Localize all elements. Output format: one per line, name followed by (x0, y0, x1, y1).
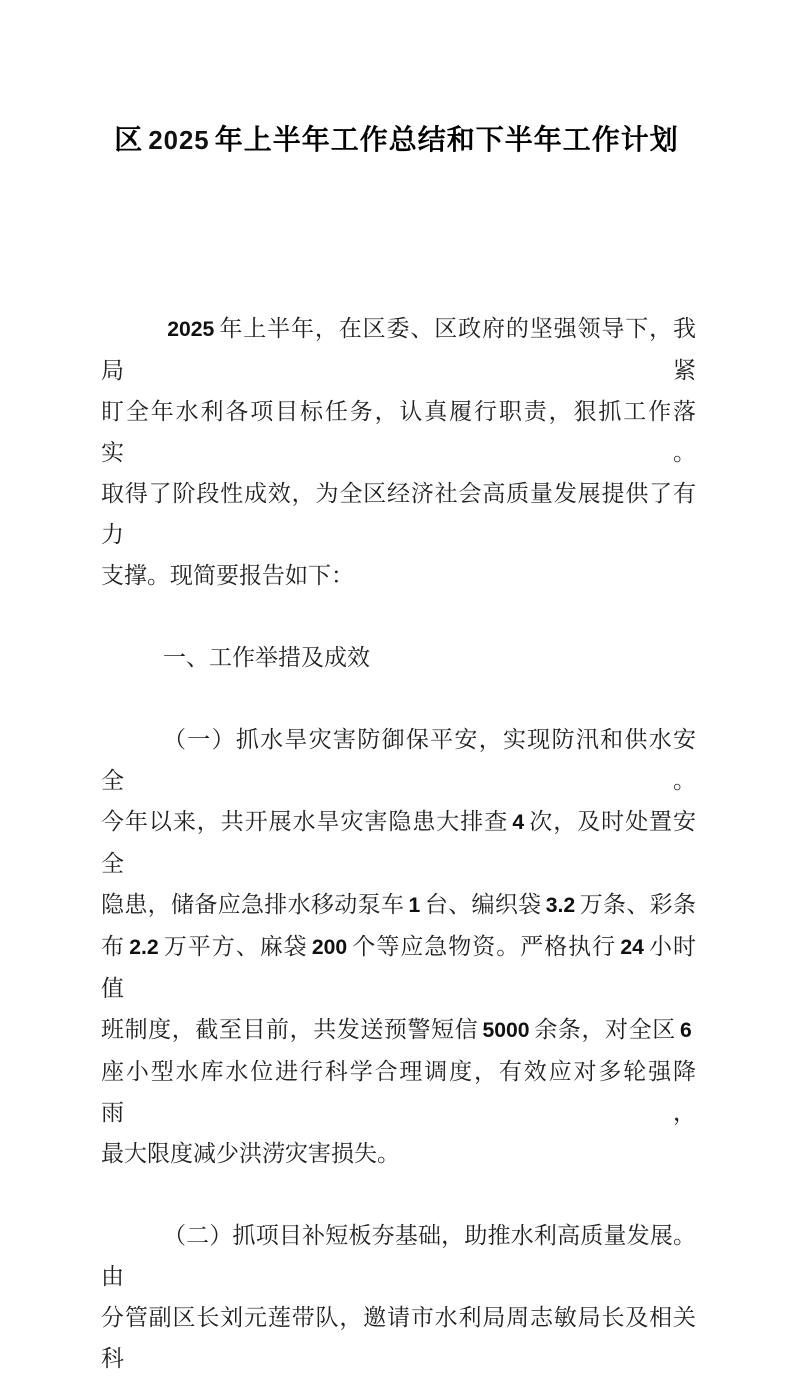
section-heading (101, 637, 696, 678)
text-line: 最大限度减少洪涝灾害损失。 (101, 1141, 400, 1166)
document-body (101, 308, 696, 1379)
text-line: （一）抓水旱灾害防御保平安，实现防汛和供水安全。 (101, 727, 696, 793)
text-line: 今年以来，共开展水旱灾害隐患大排查 4 次，及时处置安全 (101, 809, 697, 876)
text-line: 2025 年上半年，在区委、区政府的坚强领导下，我局紧 (101, 316, 696, 383)
text-line: 布 2.2 万平方、麻袋 200 个等应急物资。严格执行 24 小时值 (101, 934, 697, 1001)
text-line: 班制度，截至目前，共发送预警短信 5000 余条，对全区 6 (101, 1017, 692, 1042)
text-line: 支撑。现简要报告如下： (101, 563, 354, 588)
text-line: 分管副区长刘元莲带队，邀请市水利局周志敏局长及相关科 (101, 1305, 696, 1371)
document-title: 区 2025 年上半年工作总结和下半年工作计划 (114, 125, 679, 156)
intro-paragraph (101, 308, 696, 596)
text-line: （二）抓项目补短板夯基础，助推水利高质量发展。由 (101, 1223, 696, 1289)
section-1-paragraph (101, 719, 696, 1174)
text-line: 隐患，储备应急排水移动泵车 1 台、编织袋 3.2 万条、彩条 (101, 892, 697, 917)
text-line: 座小型水库水位进行科学合理调度，有效应对多轮强降雨， (101, 1059, 696, 1125)
text-line: 盯全年水利各项目标任务，认真履行职责，狠抓工作落实。 (101, 399, 696, 465)
text-line: 取得了阶段性成效，为全区经济社会高质量发展提供了有力 (101, 481, 696, 547)
heading-line: 一、工作举措及成效 (163, 645, 370, 670)
section-2-paragraph (101, 1215, 696, 1379)
